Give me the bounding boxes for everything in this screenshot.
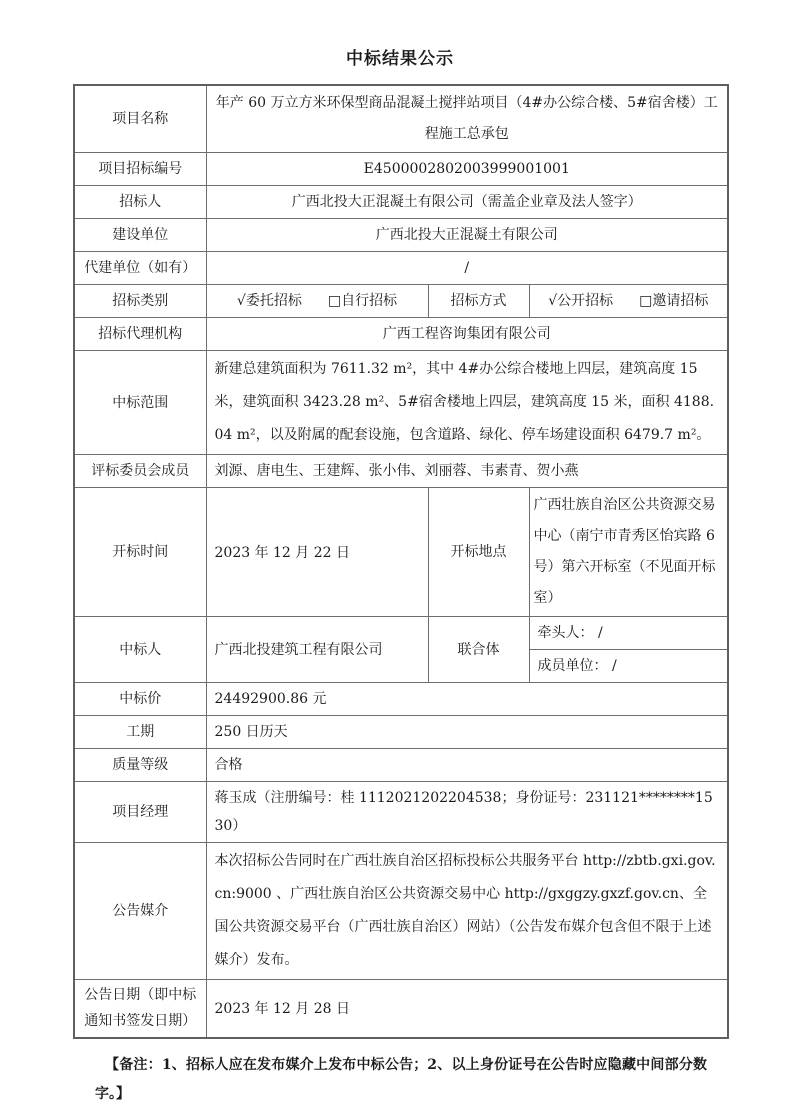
row-committee [74, 455, 728, 488]
media-label: 公告媒介 [74, 843, 206, 980]
winner-label: 中标人 [74, 617, 206, 683]
row-announce-date [74, 980, 728, 1038]
manager-label: 项目经理 [74, 782, 206, 843]
row-construction-unit [74, 219, 728, 252]
opening-time-value: 2023 年 12 月 22 日 [206, 488, 428, 617]
project-name-value: 年产 60 万立方米环保型商品混凝土搅拌站项目（4#办公综合楼、5#宿舍楼）工程施工总承包 [206, 85, 728, 153]
agency-value: 广西工程咨询集团有限公司 [206, 318, 728, 351]
row-agency [74, 318, 728, 351]
row-bid-number [74, 153, 728, 186]
row-project-name [74, 85, 728, 153]
row-winner [74, 617, 728, 650]
row-agent-unit [74, 252, 728, 285]
quality-label: 质量等级 [74, 749, 206, 782]
manager-value: 蒋玉成（注册编号：桂 1112021202204538；身份证号：231121********1530） [206, 782, 728, 843]
page-title: 中标结果公示 [346, 49, 454, 69]
checkbox-entrusted-bidding: √委托招标 [236, 293, 302, 309]
row-tenderer [74, 186, 728, 219]
duration-label: 工期 [74, 716, 206, 749]
row-quality [74, 749, 728, 782]
row-media [74, 843, 728, 980]
duration-value: 250 日历天 [206, 716, 728, 749]
committee-label: 评标委员会成员 [74, 455, 206, 488]
price-label: 中标价 [74, 683, 206, 716]
opening-place-label: 开标地点 [428, 488, 529, 617]
consortium-leader: 牵头人： / [529, 617, 728, 650]
opening-time-label: 开标时间 [74, 488, 206, 617]
tenderer-label: 招标人 [74, 186, 206, 219]
bid-number-value: E4500002802003999001001 [206, 153, 728, 186]
announce-date-label: 公告日期（即中标通知书签发日期） [74, 980, 206, 1038]
scope-label: 中标范围 [74, 351, 206, 455]
consortium-label: 联合体 [428, 617, 529, 683]
checkbox-open-bidding: √公开招标 [548, 293, 614, 309]
bid-method-label: 招标方式 [428, 285, 529, 318]
row-scope [74, 351, 728, 455]
price-value: 24492900.86 元 [206, 683, 728, 716]
scope-value: 新建总建筑面积为 7611.32 m²，其中 4#办公综合楼地上四层，建筑高度 15 米，建筑面积 3423.28 m²、5#宿舍楼地上四层，建筑高度 15 米，面积 4188.04 m²，以及附属的配套设施，包含道路、绿化、停车场建设面积 6479.7 m²。 [206, 351, 728, 455]
footnote: 【备注：1、招标人应在发布媒介上发布中标公告；2、以上身份证号在公告时应隐藏中间部分数字。】 [95, 1056, 707, 1102]
quality-value: 合格 [206, 749, 728, 782]
bid-category-label: 招标类别 [74, 285, 206, 318]
committee-value: 刘源、唐电生、王建辉、张小伟、刘丽蓉、韦素青、贺小燕 [206, 455, 728, 488]
agent-unit-value: / [206, 252, 728, 285]
project-name-label: 项目名称 [74, 85, 206, 153]
consortium-members: 成员单位： / [529, 650, 728, 683]
bid-result-table [73, 84, 729, 1039]
checkbox-invited-bidding: □邀请招标 [639, 293, 709, 309]
document-page [0, 44, 800, 1102]
construction-unit-value: 广西北投大正混凝土有限公司 [206, 219, 728, 252]
announce-date-value: 2023 年 12 月 28 日 [206, 980, 728, 1038]
winner-value: 广西北投建筑工程有限公司 [206, 617, 428, 683]
opening-place-value: 广西壮族自治区公共资源交易中心（南宁市青秀区怡宾路 6 号）第六开标室（不见面开标室） [529, 488, 728, 617]
agency-label: 招标代理机构 [74, 318, 206, 351]
checkbox-self-bidding: □自行招标 [327, 293, 398, 309]
agent-unit-label: 代建单位（如有） [74, 252, 206, 285]
tenderer-value: 广西北投大正混凝土有限公司（需盖企业章及法人签字） [206, 186, 728, 219]
bid-method-options [529, 285, 728, 318]
row-bid-category [74, 285, 728, 318]
construction-unit-label: 建设单位 [74, 219, 206, 252]
row-price [74, 683, 728, 716]
bid-number-label: 项目招标编号 [74, 153, 206, 186]
row-manager [74, 782, 728, 843]
row-bid-opening [74, 488, 728, 617]
bid-category-options [206, 285, 428, 318]
row-duration [74, 716, 728, 749]
media-value: 本次招标公告同时在广西壮族自治区招标投标公共服务平台 http://zbtb.gxi.gov.cn:9000 、广西壮族自治区公共资源交易中心 http://gxggzy.gxzf.gov.cn、全国公共资源交易平台（广西壮族自治区）网站）（公告发布媒介包含但不限于上述媒介）发布。 [206, 843, 728, 980]
